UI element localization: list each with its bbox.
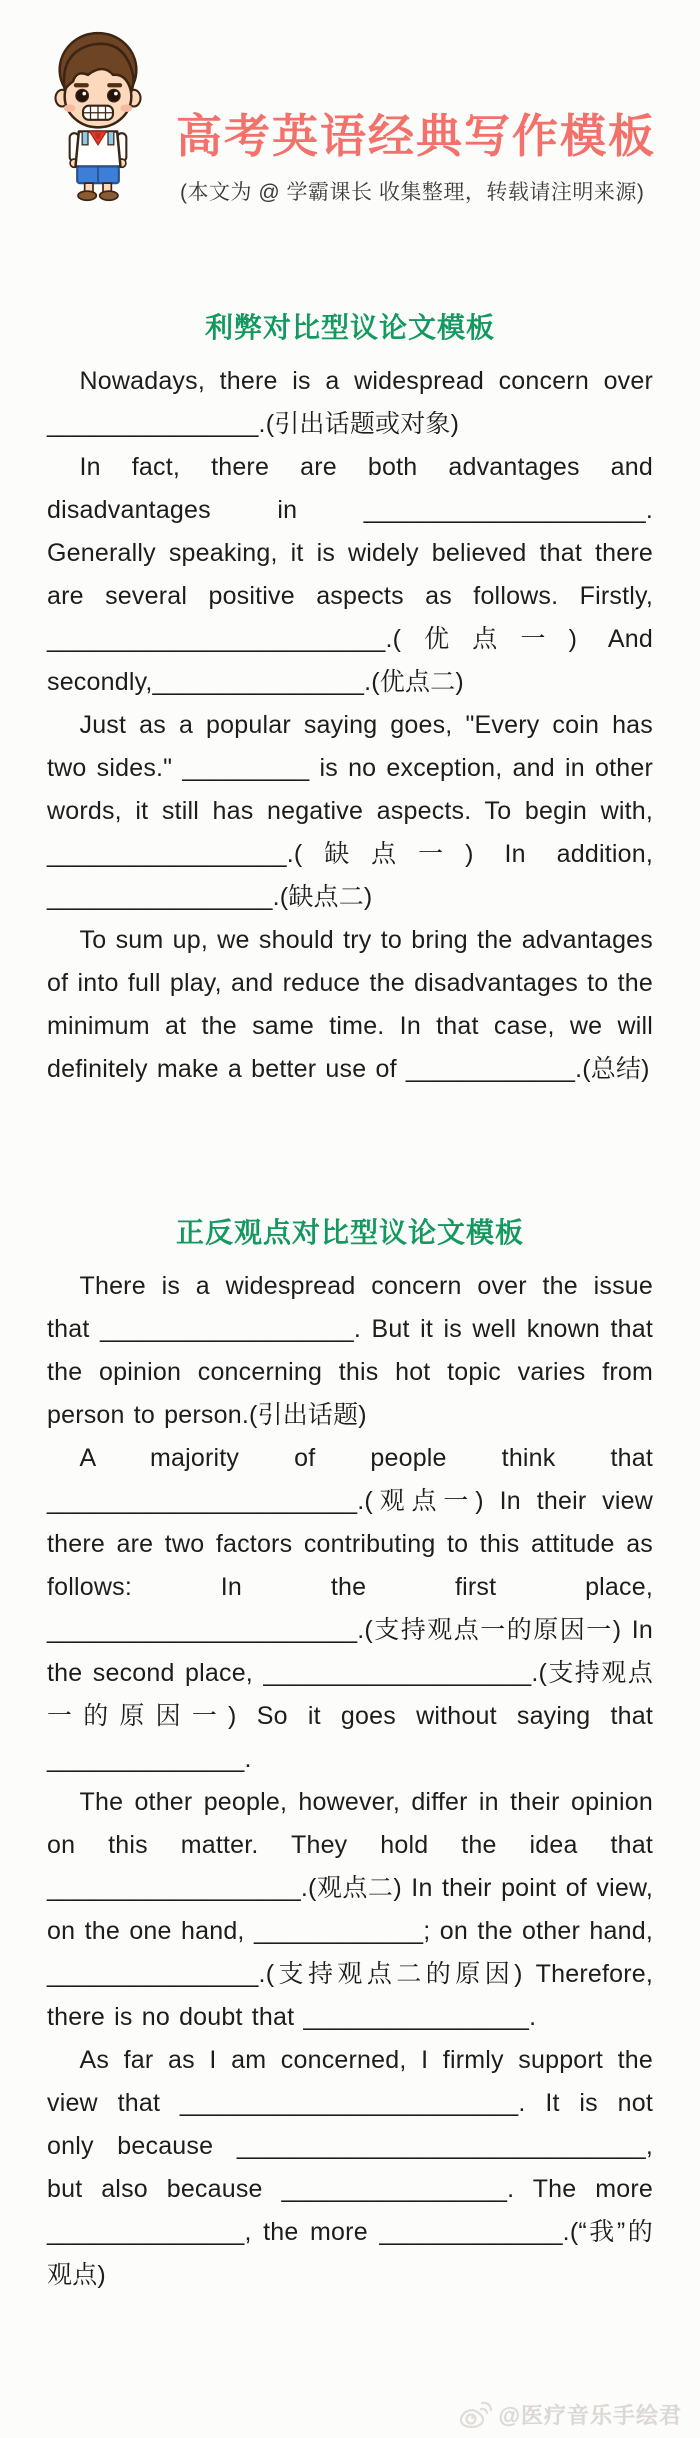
template-paragraph: Just as a popular saying goes, "Every coin has two sides." _________ is no exception, and in other words, it still has negative aspects. To begin with, _________________.(缺点一) In addition, ________________.(缺点二)	[47, 711, 653, 911]
template-paragraph: Nowadays, there is a widespread concern over _______________.(引出话题或对象)	[47, 367, 653, 438]
watermark	[459, 2399, 682, 2430]
section-opposing-views-template	[0, 1211, 700, 2297]
template-paragraph: There is a widespread concern over the issue that __________________. But it is well known that the opinion concerning this hot topic varies from person to person.(引出话题)	[47, 1272, 653, 1429]
template-paragraph: A majority of people think that ______________________.(观点一) In their view there are two factors contributing to this attitude as follows: In the first place, ______________________.(支持观点一的原因一) In the second place, ___________________.(支持观点一的原因一) So it goes without saying that ______________.	[47, 1444, 653, 1773]
page-title: 高考英语经典写作模板	[176, 110, 656, 162]
template-paragraph: To sum up, we should try to bring the advantages of into full play, and reduce the disadvantages to the minimum at the same time. In that case, we will definitely make a better use of ____________.(总结)	[47, 926, 653, 1083]
page-subtitle: (本文为 @ 学霸课长 收集整理，转载请注明来源)	[180, 181, 645, 204]
template-paragraph: As far as I am concerned, I firmly support the view that ________________________. It is not only because _____________________________, but also because ________________. The more ______________, the more _____________.(“我”的观点)	[47, 2046, 653, 2289]
weibo-icon	[459, 2401, 493, 2429]
schoolboy-avatar	[48, 26, 148, 202]
watermark-text: @医疗音乐手绘君	[498, 2403, 682, 2428]
header	[0, 0, 700, 240]
section-paragraphs	[0, 360, 700, 1091]
section-paragraphs	[0, 1265, 700, 2297]
section-heading: 利弊对比型议论文模板	[204, 312, 495, 343]
section-heading: 正反观点对比型议论文模板	[175, 1217, 524, 1248]
template-paragraph: In fact, there are both advantages and disadvantages in ____________________. Generally speaking, it is widely believed that there are several positive aspects as follows. Firstly, ________________________.(优点一) And secondly,_______________.(优点二)	[47, 453, 653, 696]
template-paragraph: The other people, however, differ in their opinion on this matter. They hold the idea that __________________.(观点二) In their point of view, on the one hand, ____________; on the other hand, _______________.(支持观点二的原因) Therefore, there is no doubt that ________________.	[47, 1788, 653, 2031]
section-pros-cons-template	[0, 306, 700, 1091]
schoolboy-avatar-illustration	[48, 26, 148, 202]
